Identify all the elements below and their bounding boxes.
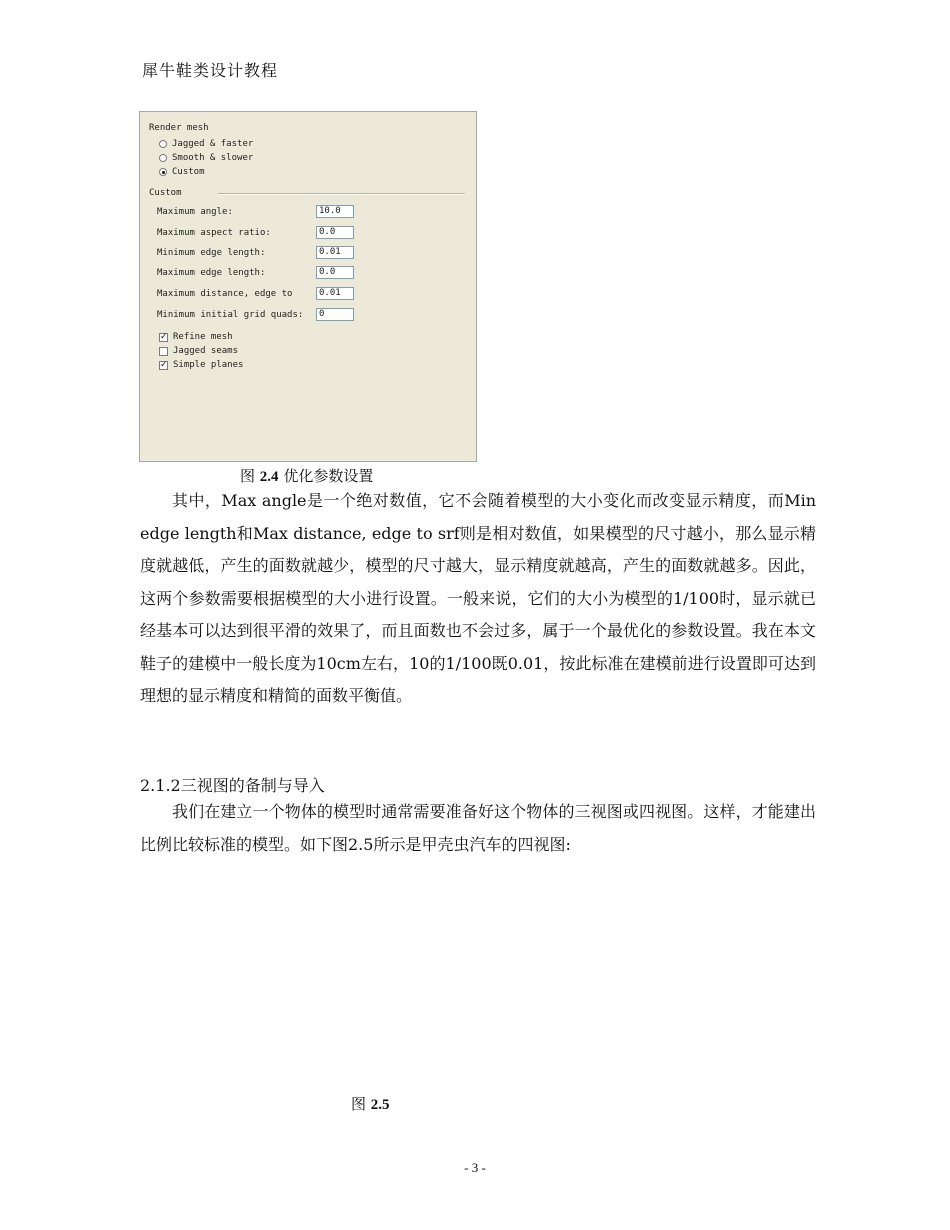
figure-2-4-caption	[240, 465, 373, 486]
section-heading: 2.1.2三视图的备制与导入	[140, 776, 325, 795]
field-label: Minimum edge length:	[157, 248, 266, 258]
checkbox-label: Jagged seams	[173, 346, 239, 356]
radio-label: Smooth & slower	[172, 153, 254, 163]
field-maximum-distance-edge-to-surface	[157, 287, 457, 301]
minimum-edge-length-input[interactable]: 0.01	[316, 246, 354, 259]
radio-jagged-faster[interactable]	[159, 138, 253, 150]
figure-2-5-caption	[351, 1093, 390, 1114]
radio-label: Jagged & faster	[172, 139, 254, 149]
checkbox-jagged-seams[interactable]	[159, 345, 238, 357]
running-header: 犀牛鞋类设计教程	[142, 61, 279, 80]
figure-number: 2.5	[370, 1097, 390, 1113]
radio-label: Custom	[172, 167, 205, 177]
group-divider	[218, 193, 465, 195]
radio-button[interactable]	[159, 154, 167, 162]
radio-button-selected[interactable]	[159, 168, 167, 176]
checkbox-checked[interactable]: ✓	[160, 359, 168, 370]
field-label: Maximum angle:	[157, 207, 233, 217]
checkbox-checked[interactable]: ✓	[160, 331, 168, 342]
page-number: - 3 -	[464, 1160, 486, 1175]
field-label: Maximum aspect ratio:	[157, 228, 271, 238]
body-paragraph: 其中，Max angle是一个绝对数值，它不会随着模型的大小变化而改变显示精度，而Min edge length和Max distance, edge to srf则是相对数值，如果模型的尺寸越小，那么显示精度就越低，产生的面数就越少，模型的尺寸越大，显示精度就越高，产生的面数就越多。因此，这两个参数需要根据模型的大小进行设置。一般来说，它们的大小为模型的1/100时，显示就已经基本可以达到很平滑的效果了，而且面数也不会过多，属于一个最优化的参数设置。我在本文鞋子的建模中一般长度为10cm左右，10的1/100既0.01，按此标准在建模前进行设置即可达到理想的显示精度和精简的面数平衡值。	[140, 491, 816, 705]
figure-number: 2.4	[259, 469, 279, 485]
maximum-edge-length-input[interactable]: 0.0	[316, 266, 354, 279]
maximum-aspect-ratio-input[interactable]: 0.0	[316, 226, 354, 239]
render-mesh-settings-panel	[139, 111, 477, 462]
radio-custom[interactable]	[159, 166, 205, 178]
field-maximum-angle	[157, 205, 457, 219]
maximum-angle-input[interactable]: 10.0	[316, 205, 354, 218]
field-label: Minimum initial grid quads:	[157, 310, 304, 320]
checkbox-simple-planes[interactable]	[159, 359, 243, 371]
field-label: Maximum distance, edge to	[157, 289, 293, 299]
render-mesh-group-label: Render mesh	[149, 123, 209, 133]
maximum-distance-input[interactable]: 0.01	[316, 287, 354, 300]
field-maximum-edge-length	[157, 266, 457, 280]
field-minimum-initial-grid-quads	[157, 308, 457, 322]
field-minimum-edge-length	[157, 246, 457, 260]
checkbox-label: Refine mesh	[173, 332, 233, 342]
section-paragraph: 我们在建立一个物体的模型时通常需要准备好这个物体的三视图或四视图。这样，才能建出比例比较标准的模型。如下图2.5所示是甲壳虫汽车的四视图:	[140, 802, 816, 854]
custom-group-label: Custom	[149, 188, 182, 198]
field-label: Maximum edge length:	[157, 268, 266, 278]
field-maximum-aspect-ratio	[157, 226, 457, 240]
figure-prefix: 图	[240, 467, 256, 485]
radio-button[interactable]	[159, 140, 167, 148]
minimum-grid-quads-input[interactable]: 0	[316, 308, 354, 321]
checkbox-refine-mesh[interactable]	[159, 331, 233, 343]
figure-prefix: 图	[351, 1095, 367, 1113]
checkbox-unchecked[interactable]	[159, 347, 168, 356]
figure-title: 优化参数设置	[283, 467, 374, 485]
checkbox-label: Simple planes	[173, 360, 244, 370]
radio-smooth-slower[interactable]	[159, 152, 253, 164]
